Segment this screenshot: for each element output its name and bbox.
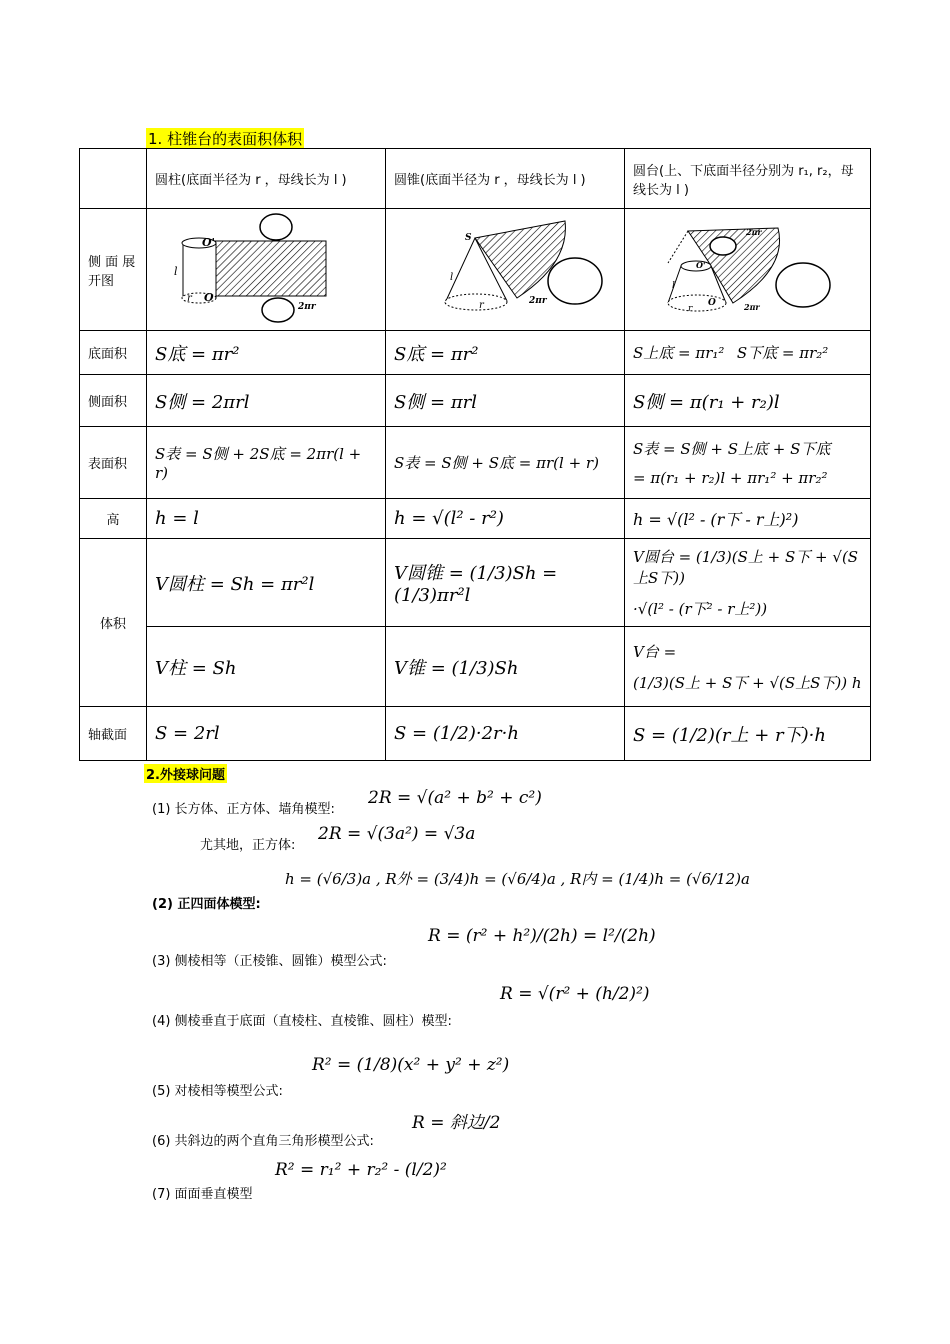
cone-net-figure [405, 213, 605, 323]
item-5-formula: R² = (1/8)(x² + y² + z²) [312, 1055, 510, 1075]
item-6-formula: R = 斜边/2 [412, 1113, 501, 1133]
item-3-formula: R = (r² + h²)/(2h) = l²/(2h) [428, 926, 656, 946]
fr-base-formula [625, 331, 871, 375]
item-2-formula: h = (√6/3)a , R外 = (3/4)h = (√6/4)a , R内 = (1/4)h = (√6/12)a [285, 870, 750, 888]
fr-volume-formula-2 [625, 627, 871, 707]
cone-axial-formula: S = (1/2)·2r·h [386, 707, 625, 761]
fr-base-bottom: S下底 = πr₂² [736, 344, 829, 362]
table-row [80, 627, 871, 707]
svg-text:l: l [450, 271, 454, 283]
cyl-axial-formula: S = 2rl [147, 707, 386, 761]
fr-axial-formula: S = (1/2)(r上 + r下)·h [625, 707, 871, 761]
item-2-label: (2) 正四面体模型: [152, 897, 261, 912]
fr-surface-formula [625, 427, 871, 499]
formula-table [79, 148, 871, 761]
item-1-label: (1) 长方体、正方体、墙角模型: [152, 802, 335, 817]
svg-text:2πr: 2πr [743, 301, 760, 312]
item-4-label: (4) 侧棱垂直于底面（直棱柱、直棱锥、圆柱）模型: [152, 1014, 452, 1029]
cylinder-unfold-diagram [147, 209, 386, 331]
cone-unfold-diagram [386, 209, 625, 331]
cone-volume-formula-2: V锥 = (1/3)Sh [386, 627, 625, 707]
table-row [80, 331, 871, 375]
row-label-base: 底面积 [80, 331, 147, 375]
table-row [80, 427, 871, 499]
table-row [80, 499, 871, 539]
item-7-formula: R² = r₁² + r₂² - (l/2)² [275, 1160, 447, 1180]
svg-text:2πr: 2πr [298, 301, 316, 312]
svg-text:2πr: 2πr [529, 295, 547, 306]
table-row [80, 707, 871, 761]
fr-volume-line2: ·√(l² - (r下² - r上²)) [633, 600, 768, 618]
table-row [80, 209, 871, 331]
corner-cell [80, 149, 147, 209]
item-1-formula: 2R = √(a² + b² + c²) [368, 788, 542, 808]
row-label-volume: 体积 [80, 539, 147, 707]
item-4-formula: R = √(r² + (h/2)²) [500, 984, 650, 1004]
svg-text:l: l [174, 264, 178, 278]
fr-volume2-line2: (1/3)(S上 + S下 + √(S上S下)) h [633, 673, 862, 692]
item-1b-formula: 2R = √(3a²) = √3a [318, 824, 476, 844]
cylinder-net-figure [166, 213, 366, 323]
cyl-volume-formula-1: V圆柱 = Sh = πr²l [147, 539, 386, 627]
item-7-label: (7) 面面垂直模型 [152, 1187, 253, 1202]
fr-volume2-line1: V台 = [633, 642, 677, 661]
section2-title: 2.外接球问题 [144, 764, 227, 783]
header-frustum: 圆台(上、下底面半径分别为 r₁, r₂，母线长为 l ) [625, 149, 871, 209]
row-label-lateral: 侧面积 [80, 375, 147, 427]
svg-text:O': O' [695, 259, 705, 270]
svg-text:r: r [479, 299, 484, 311]
cone-volume-formula-1: V圆锥 = (1/3)Sh = (1/3)πr²l [386, 539, 625, 627]
cyl-height-formula: h = l [147, 499, 386, 539]
cyl-volume-formula-2: V柱 = Sh [147, 627, 386, 707]
header-cylinder: 圆柱(底面半径为 r ，母线长为 l ) [147, 149, 386, 209]
fr-base-top: S上底 = πr₁² [633, 344, 725, 362]
svg-text:l: l [671, 280, 675, 291]
item-5-label: (5) 对棱相等模型公式: [152, 1084, 283, 1099]
svg-text:r: r [687, 303, 692, 314]
fr-height-formula: h = √(l² - (r下 - r上)²) [625, 499, 871, 539]
cyl-surface-formula: S表 = S侧 + 2S底 = 2πr(l + r) [147, 427, 386, 499]
fr-surface-line2: = π(r₁ + r₂)l + πr₁² + πr₂² [633, 469, 828, 487]
svg-text:2πr: 2πr [745, 226, 762, 237]
fr-lateral-formula: S侧 = π(r₁ + r₂)l [625, 375, 871, 427]
fr-volume-formula-1 [625, 539, 871, 627]
cyl-lateral-formula: S侧 = 2πrl [147, 375, 386, 427]
svg-text:r: r [187, 292, 192, 304]
frustum-net-figure [648, 213, 848, 323]
fr-surface-line1: S表 = S侧 + S上底 + S下底 [633, 440, 831, 458]
table-row [80, 375, 871, 427]
frustum-unfold-diagram [625, 209, 871, 331]
header-cone: 圆锥(底面半径为 r ，母线长为 l ) [386, 149, 625, 209]
item-6-label: (6) 共斜边的两个直角三角形模型公式: [152, 1134, 374, 1149]
row-label-axial: 轴截面 [80, 707, 147, 761]
section1-title: 1. 柱锥台的表面积体积 [148, 130, 303, 148]
row-label-unfold: 侧 面 展开图 [80, 209, 147, 331]
svg-text:O': O' [202, 235, 215, 249]
svg-text:S: S [465, 232, 472, 243]
svg-text:O: O [204, 290, 214, 304]
cone-base-formula: S底 = πr² [386, 331, 625, 375]
svg-text:O: O [707, 297, 716, 308]
cone-height-formula: h = √(l² - r²) [386, 499, 625, 539]
cone-surface-formula: S表 = S侧 + S底 = πr(l + r) [386, 427, 625, 499]
row-label-height: 高 [80, 499, 147, 539]
cone-lateral-formula: S侧 = πrl [386, 375, 625, 427]
row-label-surface: 表面积 [80, 427, 147, 499]
cyl-base-formula: S底 = πr² [147, 331, 386, 375]
fr-volume-line1: V圆台 = (1/3)(S上 + S下 + √(S上S下)) [633, 548, 859, 587]
table-header-row [80, 149, 871, 209]
item-3-label: (3) 侧棱相等（正棱锥、圆锥）模型公式: [152, 954, 387, 969]
table-row [80, 539, 871, 627]
item-1b-label: 尤其地，正方体: [200, 838, 296, 853]
